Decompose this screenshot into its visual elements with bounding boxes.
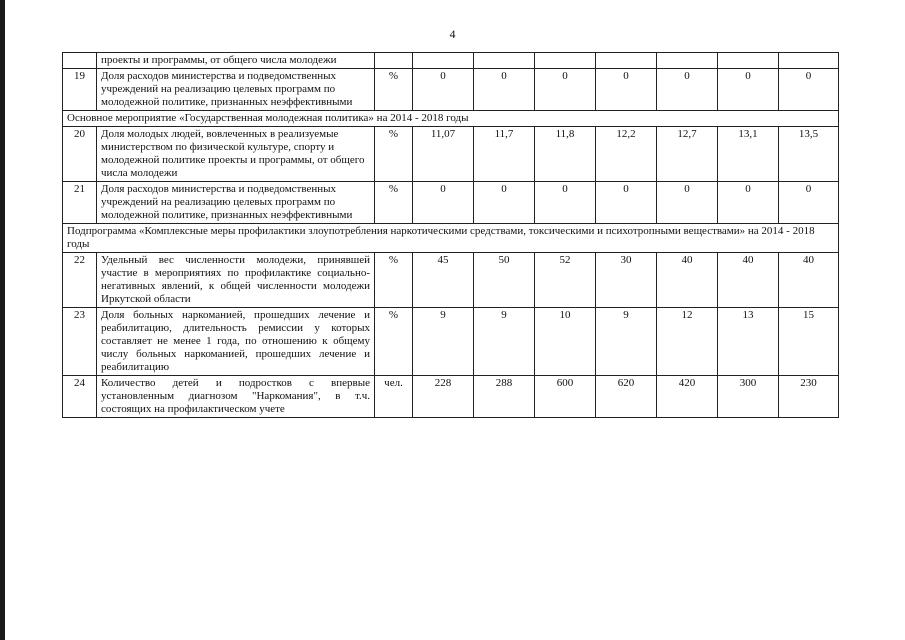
value-cell: 13,5 [779, 127, 839, 182]
row-number: 21 [63, 182, 97, 224]
value-cell: 0 [657, 182, 718, 224]
section-header-row [63, 111, 839, 127]
value-cell: 0 [657, 69, 718, 111]
indicators-table [62, 52, 839, 418]
value-cell: 45 [413, 253, 474, 308]
value-cell: 40 [718, 253, 779, 308]
value-cell: 0 [718, 182, 779, 224]
value-cell: 11,8 [535, 127, 596, 182]
value-cell: 11,07 [413, 127, 474, 182]
value-cell: 15 [779, 308, 839, 376]
row-number: 22 [63, 253, 97, 308]
value-cell: 13 [718, 308, 779, 376]
value-cell: 30 [596, 253, 657, 308]
value-cell: 228 [413, 376, 474, 418]
value-cell: 620 [596, 376, 657, 418]
unit-cell: % [375, 69, 413, 111]
unit-cell [375, 53, 413, 69]
value-cell: 0 [596, 182, 657, 224]
section-title: Основное мероприятие «Государственная молодежная политика» на 2014 - 2018 годы [63, 111, 839, 127]
value-cell [413, 53, 474, 69]
value-cell: 420 [657, 376, 718, 418]
value-cell [474, 53, 535, 69]
unit-cell: % [375, 308, 413, 376]
value-cell [535, 53, 596, 69]
unit-cell: % [375, 127, 413, 182]
table-row [63, 53, 839, 69]
value-cell: 0 [474, 182, 535, 224]
indicator-name: Доля расходов министерства и подведомственных учреждений на реализацию целевых программ по молодежной политике, признанных неэффективными [97, 182, 375, 224]
indicator-name: проекты и программы, от общего числа молодежи [97, 53, 375, 69]
value-cell: 12,2 [596, 127, 657, 182]
table-row [63, 308, 839, 376]
value-cell: 12,7 [657, 127, 718, 182]
value-cell: 0 [596, 69, 657, 111]
value-cell: 9 [474, 308, 535, 376]
indicator-name: Доля больных наркоманией, прошедших лечение и реабилитацию, длительность ремиссии у которых составляет не менее 1 года, по отношению к общему числу больных наркоманией, прошедших лечение и реабилитацию [97, 308, 375, 376]
row-number: 20 [63, 127, 97, 182]
indicator-name: Доля расходов министерства и подведомственных учреждений на реализацию целевых программ по молодежной политике, признанных неэффективными [97, 69, 375, 111]
value-cell [596, 53, 657, 69]
value-cell: 9 [596, 308, 657, 376]
value-cell: 13,1 [718, 127, 779, 182]
value-cell: 230 [779, 376, 839, 418]
indicator-name: Доля молодых людей, вовлеченных в реализуемые министерством по физической культуре, спорту и молодежной политике проекты и программы, от общего числа молодежи [97, 127, 375, 182]
value-cell [657, 53, 718, 69]
value-cell: 0 [474, 69, 535, 111]
value-cell: 288 [474, 376, 535, 418]
table-row [63, 253, 839, 308]
value-cell: 11,7 [474, 127, 535, 182]
table-row [63, 376, 839, 418]
row-number [63, 53, 97, 69]
value-cell: 0 [779, 182, 839, 224]
value-cell [718, 53, 779, 69]
section-header-row [63, 224, 839, 253]
value-cell: 0 [535, 182, 596, 224]
row-number: 19 [63, 69, 97, 111]
page-number: 4 [449, 27, 456, 41]
table-row [63, 127, 839, 182]
value-cell: 0 [535, 69, 596, 111]
value-cell: 0 [779, 69, 839, 111]
table-row [63, 182, 839, 224]
table-row [63, 69, 839, 111]
section-title: Подпрограмма «Комплексные меры профилактики злоупотребления наркотическими средствами, токсическими и психотропными веществами» на 2014 - 2018 годы [63, 224, 839, 253]
value-cell: 300 [718, 376, 779, 418]
value-cell: 52 [535, 253, 596, 308]
value-cell [779, 53, 839, 69]
indicator-name: Удельный вес численности молодежи, принявшей участие в мероприятиях по профилактике социально-негативных явлений, к общей численности молодежи Иркутской области [97, 253, 375, 308]
value-cell: 0 [718, 69, 779, 111]
value-cell: 40 [779, 253, 839, 308]
value-cell: 600 [535, 376, 596, 418]
value-cell: 12 [657, 308, 718, 376]
unit-cell: % [375, 253, 413, 308]
scan-edge [0, 0, 5, 640]
value-cell: 0 [413, 69, 474, 111]
value-cell: 0 [413, 182, 474, 224]
unit-cell: чел. [375, 376, 413, 418]
value-cell: 50 [474, 253, 535, 308]
row-number: 24 [63, 376, 97, 418]
value-cell: 9 [413, 308, 474, 376]
indicator-name: Количество детей и подростков с впервые установленным диагнозом "Наркомания", в т.ч. состоящих на профилактическом учете [97, 376, 375, 418]
unit-cell: % [375, 182, 413, 224]
value-cell: 40 [657, 253, 718, 308]
value-cell: 10 [535, 308, 596, 376]
row-number: 23 [63, 308, 97, 376]
